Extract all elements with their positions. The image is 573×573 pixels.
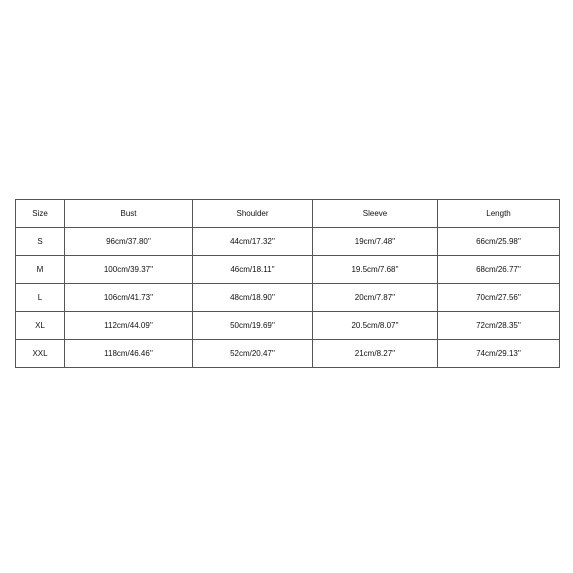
- sleeve-cell: 20.5cm/8.07'': [313, 312, 438, 340]
- length-cell: 70cm/27.56'': [438, 284, 560, 312]
- size-chart-table: [15, 199, 560, 368]
- header-bust: Bust: [65, 200, 193, 228]
- table-row: [16, 256, 560, 284]
- header-size: Size: [16, 200, 65, 228]
- header-shoulder: Shoulder: [193, 200, 313, 228]
- length-cell: 72cm/28.35'': [438, 312, 560, 340]
- shoulder-cell: 52cm/20.47'': [193, 340, 313, 368]
- size-cell: S: [16, 228, 65, 256]
- length-cell: 66cm/25.98'': [438, 228, 560, 256]
- shoulder-cell: 46cm/18.11'': [193, 256, 313, 284]
- sleeve-cell: 21cm/8.27'': [313, 340, 438, 368]
- table-row: [16, 284, 560, 312]
- header-row: [16, 200, 560, 228]
- sleeve-cell: 20cm/7.87'': [313, 284, 438, 312]
- header-sleeve: Sleeve: [313, 200, 438, 228]
- shoulder-cell: 50cm/19.69'': [193, 312, 313, 340]
- bust-cell: 118cm/46.46'': [65, 340, 193, 368]
- table-row: [16, 228, 560, 256]
- size-cell: XL: [16, 312, 65, 340]
- size-cell: L: [16, 284, 65, 312]
- length-cell: 74cm/29.13'': [438, 340, 560, 368]
- table-row: [16, 340, 560, 368]
- size-cell: M: [16, 256, 65, 284]
- sleeve-cell: 19.5cm/7.68'': [313, 256, 438, 284]
- bust-cell: 96cm/37.80'': [65, 228, 193, 256]
- sleeve-cell: 19cm/7.48'': [313, 228, 438, 256]
- bust-cell: 100cm/39.37'': [65, 256, 193, 284]
- bust-cell: 112cm/44.09'': [65, 312, 193, 340]
- table-row: [16, 312, 560, 340]
- header-length: Length: [438, 200, 560, 228]
- length-cell: 68cm/26.77'': [438, 256, 560, 284]
- shoulder-cell: 44cm/17.32'': [193, 228, 313, 256]
- size-cell: XXL: [16, 340, 65, 368]
- shoulder-cell: 48cm/18.90'': [193, 284, 313, 312]
- bust-cell: 106cm/41.73'': [65, 284, 193, 312]
